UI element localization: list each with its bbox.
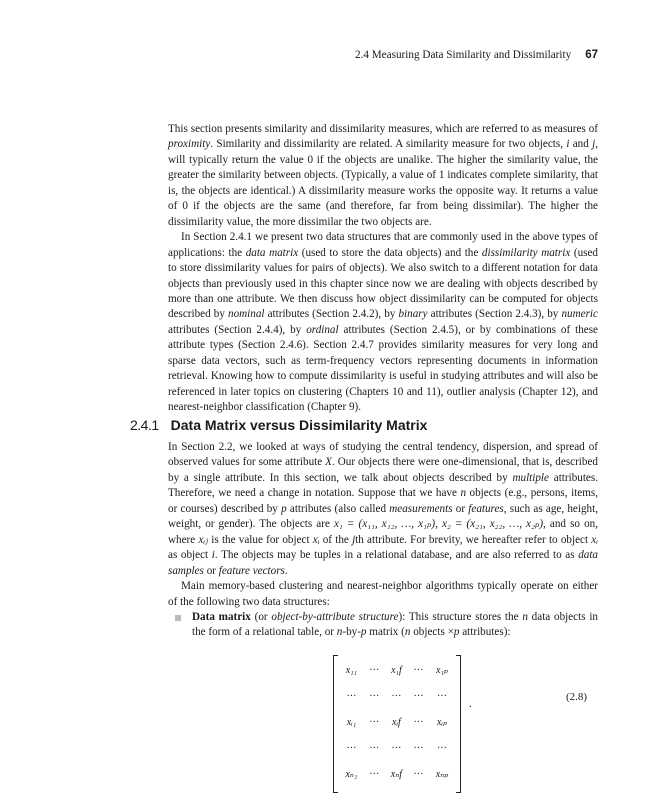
text-run: matrix (	[366, 626, 405, 639]
text-run: (used to store the data objects) and the	[298, 246, 482, 259]
paragraph	[168, 122, 598, 230]
section-number: 2.4.1	[130, 417, 159, 433]
italic-term: feature vectors	[218, 564, 285, 577]
matrix-cell: ···	[413, 768, 424, 780]
text-run: th attribute. For brevity, we hereafter refer to object	[355, 533, 592, 546]
page-number: 67	[585, 49, 598, 61]
text-run: attributes (Section 2.4.4), by	[168, 323, 307, 336]
italic-term: measurements	[389, 502, 453, 515]
text-run: attributes. Therefore, we need a change in notation. Suppose that we have	[168, 471, 599, 500]
italic-term: ordinal	[306, 323, 339, 336]
matrix-cell: ···	[436, 742, 447, 754]
italic-term: numeric	[561, 308, 598, 321]
text-run: . The objects may be tuples in a relational database, and are also referred to as	[214, 549, 579, 562]
matrix-cell: ···	[413, 716, 424, 728]
matrix-row	[339, 657, 455, 683]
paragraph	[168, 230, 598, 415]
paragraph	[168, 440, 598, 579]
running-header	[300, 49, 598, 61]
matrix-table	[339, 657, 455, 787]
italic-term: p	[281, 502, 287, 515]
matrix-cell: xₙ₁	[345, 768, 358, 780]
italic-term: n	[404, 626, 411, 639]
left-bracket	[333, 655, 338, 793]
matrix-cell: ···	[346, 690, 357, 702]
text-run: attributes (Section 2.4.3), by	[427, 308, 562, 321]
italic-term: xᵢ	[312, 533, 320, 546]
text-run: is the value for object	[208, 533, 313, 546]
matrix-cell: ···	[369, 768, 380, 780]
text-run: objects (e.g., persons, items, or courses) described by	[168, 487, 598, 515]
text-run: or	[203, 564, 219, 577]
text-run: attributes):	[459, 626, 511, 639]
text-run: In Section 2.4.1 we present two data structures that are commonly used in the above types of applications: the	[168, 231, 598, 259]
text-run: In Section 2.2, we looked at ways of studying the central tendency, dispersion, and spread of observed values for some attribute	[168, 441, 598, 469]
matrix-cell: x₁ₚ	[436, 664, 448, 676]
intro-text	[168, 122, 598, 416]
paragraph	[168, 579, 598, 610]
matrix-cell: xₙₚ	[435, 768, 449, 780]
italic-term: nominal	[228, 308, 265, 321]
equation-number: (2.8)	[566, 691, 588, 703]
text-run: -by-	[342, 626, 361, 639]
italic-term: object-by-attribute structure	[271, 611, 399, 623]
italic-term: n	[522, 611, 528, 623]
matrix-cell: ···	[413, 664, 424, 676]
equation-period: .	[469, 698, 472, 710]
matrix-cell: x₁f	[391, 664, 402, 676]
italic-term: n	[460, 487, 467, 500]
bullet-square-icon	[175, 615, 181, 621]
matrix-cell: ···	[413, 742, 424, 754]
section-heading	[130, 417, 427, 433]
text-run: , will typically return the value 0 if the objects are unalike. The higher the similarity value, the greater the similarity between objects. (Typically, a value of 1 indicates complete similarity, that is, the objects are identical.) A dissimilarity measure works the opposite way. It returns a value of 0 if the objects are the same (and therefore, far from being dissimilar). The higher the dissimilarity value, the more dissimilar the two objects are.	[168, 138, 598, 228]
matrix-cell: ···	[369, 742, 380, 754]
text-run: as object	[168, 549, 212, 562]
matrix-row	[339, 761, 455, 787]
bold-term: Data matrix	[192, 611, 251, 623]
header-section-title: 2.4 Measuring Data Similarity and Dissimilarity	[354, 49, 572, 61]
bullet-item-data-matrix	[175, 610, 598, 641]
italic-term: multiple	[512, 471, 549, 484]
matrix-cell: xᵢ₁	[346, 716, 357, 728]
italic-term: i	[211, 549, 215, 562]
text-run: ): This structure stores the	[398, 611, 523, 623]
matrix-row	[339, 709, 455, 735]
italic-term: n	[336, 626, 343, 639]
text-run: or	[452, 502, 469, 515]
italic-term: p	[360, 626, 367, 639]
matrix-cell: xₙf	[390, 768, 403, 780]
text-run: and	[569, 138, 593, 151]
italic-term: dissimilarity matrix	[481, 246, 571, 259]
text-run: This section presents similarity and dissimilarity measures, which are referred to as measures of	[168, 123, 598, 135]
text-run: attributes (Section 2.4.5), or by combinations of these attribute types (Section 2.4.6). Section 2.4.7 provides similarity measures for very long and sparse data vectors, such as term-frequency vectors representing documents in information retrieval. Knowing how to compute dissimilarity is useful in studying attributes and will also be referenced in later topics on clustering (Chapters 10 and 11), outlier analysis (Chapter 12), and nearest-neighbor classification (Chapter 9).	[168, 323, 598, 414]
matrix-cell: ···	[436, 690, 447, 702]
italic-term: j	[592, 138, 596, 151]
matrix-cell: xᵢf	[392, 716, 401, 728]
text-run: . Similarity and dissimilarity are related. A similarity measure for two objects,	[210, 138, 567, 151]
italic-term: features	[468, 502, 504, 515]
matrix-row	[339, 735, 455, 761]
text-run: attributes (also called	[286, 502, 390, 515]
matrix-cell: x₁₁	[345, 664, 358, 676]
section-title: Data Matrix versus Dissimilarity Matrix	[170, 417, 428, 433]
text-run: .	[284, 564, 288, 577]
italic-term: data matrix	[245, 246, 299, 259]
italic-term: xᵢ	[591, 533, 598, 546]
italic-term: xᵢⱼ	[198, 533, 209, 546]
matrix-cell: ···	[369, 716, 380, 728]
right-bracket	[456, 655, 461, 793]
data-matrix-equation	[333, 655, 461, 793]
section-body-text	[168, 440, 598, 610]
text-run: objects ×	[410, 626, 454, 639]
matrix-cell: ···	[369, 664, 380, 676]
italic-term: X	[325, 456, 332, 469]
text-run: (used to store dissimilarity values for pairs of objects). We also switch to a different notation for data objects than previously used in this chapter since now we are dealing with objects described by more than one attribute. We then discuss how object dissimilarity can be computed for objects described by	[168, 246, 598, 321]
italic-term: data samples	[168, 549, 598, 577]
matrix-cell: ···	[391, 742, 402, 754]
italic-term: binary	[398, 308, 428, 321]
text-run: data objects in the form of a relational table, or	[192, 611, 598, 639]
text-run: . Our objects there were one-dimensional, that is, described by a single attribute. In this section, we talk about objects described by	[168, 456, 598, 484]
matrix-cell: xᵢₚ	[436, 716, 447, 728]
bullet-text	[192, 610, 598, 641]
text-run: of the	[319, 533, 353, 546]
matrix-cell: ···	[346, 742, 357, 754]
matrix-cell: ···	[413, 690, 424, 702]
italic-term: proximity	[168, 138, 211, 151]
italic-term: j	[352, 533, 356, 546]
text-run: attributes (Section 2.4.2), by	[264, 308, 399, 321]
matrix-cell: ···	[391, 690, 402, 702]
italic-term: p	[453, 626, 460, 639]
matrix-row	[339, 683, 455, 709]
matrix-cell: ···	[369, 690, 380, 702]
text-run: , and so on, where	[168, 518, 599, 546]
text-run: (or	[250, 611, 272, 623]
text-run: Main memory-based clustering and nearest-neighbor algorithms typically operate on either of the following two data structures:	[168, 580, 598, 608]
italic-term: i	[566, 138, 570, 151]
text-run: , such as age, height, weight, or gender). The objects are	[168, 502, 598, 531]
italic-term: x₁ = (x₁₁, x₁₂, …, x₁ₚ), x₂ = (x₂₁, x₂₂, …, x₂ₚ)	[333, 518, 544, 531]
